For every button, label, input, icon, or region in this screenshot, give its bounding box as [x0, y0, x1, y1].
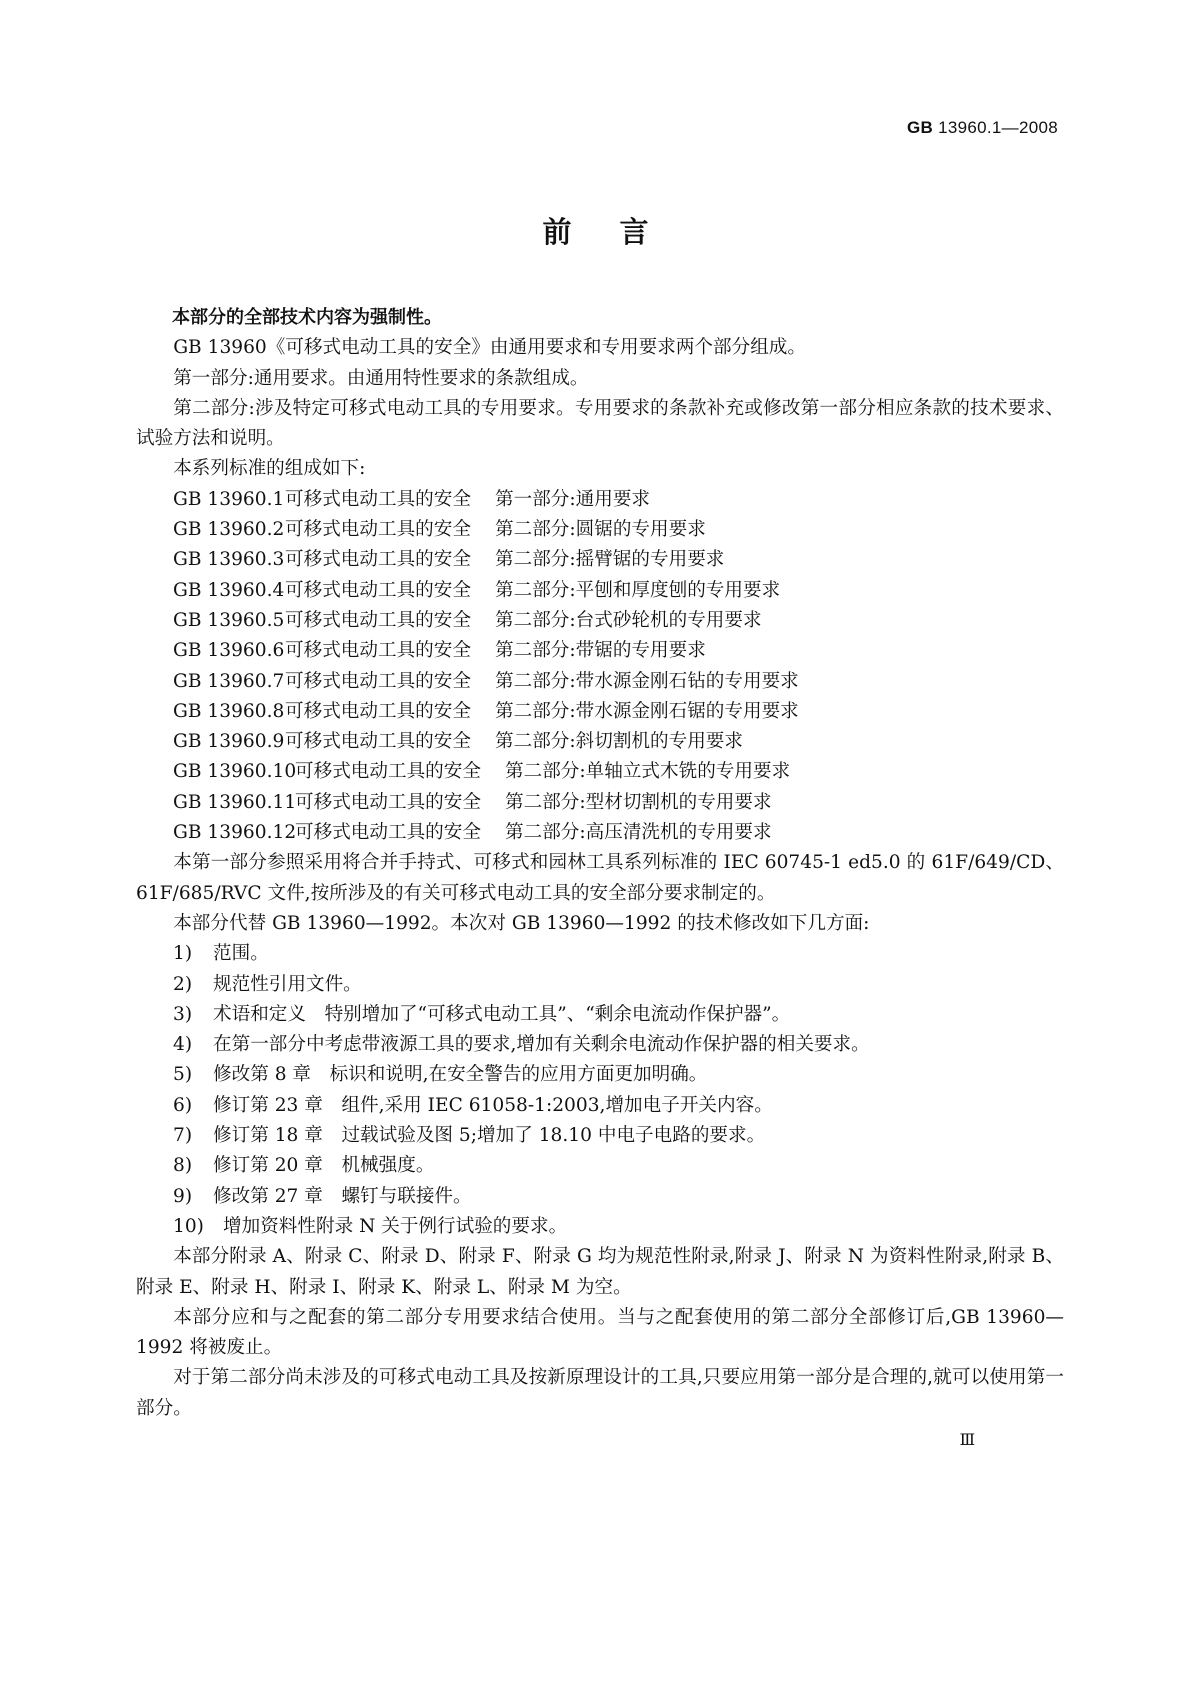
series-item [136, 545, 1064, 575]
series-name: 可移式电动工具的安全 [285, 579, 471, 601]
change-item [136, 1182, 1064, 1212]
series-part: 第二部分:带水源金刚石钻的专用要求 [495, 670, 799, 692]
series-name: 可移式电动工具的安全 [285, 640, 471, 662]
page-number: Ⅲ [959, 1430, 975, 1449]
series-number: GB 13960.11 [173, 791, 297, 813]
change-item [136, 1151, 1064, 1181]
change-number: 4) [173, 1034, 193, 1056]
change-text: 修改第 8 章 标识和说明,在安全警告的应用方面更加明确。 [213, 1064, 708, 1086]
series-part: 第二部分:型材切割机的专用要求 [505, 791, 772, 813]
series-name: 可移式电动工具的安全 [285, 519, 471, 541]
series-part: 第二部分:高压清洗机的专用要求 [505, 822, 772, 844]
series-item [136, 757, 1064, 787]
change-text: 修改第 27 章 螺钉与联接件。 [213, 1185, 472, 1207]
change-item [136, 1121, 1064, 1151]
paragraph-series-intro: 本系列标准的组成如下: [173, 458, 366, 480]
series-number: GB 13960.3 [173, 549, 285, 571]
series-part: 第二部分:斜切割机的专用要求 [495, 731, 743, 753]
paragraph-usage: 本部分应和与之配套的第二部分专用要求结合使用。当与之配套使用的第二部分全部修订后,GB 13960—1992 将被废止。 [136, 1306, 1064, 1359]
standard-number [907, 118, 1058, 138]
series-part: 第一部分:通用要求 [495, 488, 651, 510]
series-name: 可移式电动工具的安全 [285, 549, 471, 571]
page-title: 前言 [542, 215, 697, 249]
change-item [136, 1000, 1064, 1030]
change-number: 1) [173, 943, 193, 965]
series-number: GB 13960.6 [173, 640, 285, 662]
series-part: 第二部分:台式砂轮机的专用要求 [495, 609, 762, 631]
standard-prefix: GB [906, 118, 934, 137]
series-item [136, 788, 1064, 818]
mandatory-statement: 本部分的全部技术内容为强制性。 [172, 307, 442, 328]
series-part: 第二部分:带水源金刚石锯的专用要求 [495, 700, 799, 722]
series-item [136, 636, 1064, 666]
series-item [136, 576, 1064, 606]
series-item [136, 485, 1064, 515]
change-text: 修订第 18 章 过载试验及图 5;增加了 18.10 中电子电路的要求。 [213, 1125, 766, 1147]
series-name: 可移式电动工具的安全 [285, 731, 471, 753]
series-part: 第二部分:平刨和厚度刨的专用要求 [495, 579, 781, 601]
paragraph-composition: GB 13960《可移式电动工具的安全》由通用要求和专用要求两个部分组成。 [173, 337, 806, 359]
paragraph-part-two: 第二部分:涉及特定可移式电动工具的专用要求。专用要求的条款补充或修改第一部分相应条款的技术要求、试验方法和说明。 [136, 397, 1064, 450]
change-number: 5) [173, 1064, 193, 1086]
change-text: 术语和定义 特别增加了“可移式电动工具”、“剩余电流动作保护器”。 [213, 1003, 791, 1025]
series-name: 可移式电动工具的安全 [295, 761, 481, 783]
series-name: 可移式电动工具的安全 [295, 791, 481, 813]
series-item [136, 697, 1064, 727]
change-item [136, 1212, 1064, 1242]
series-name: 可移式电动工具的安全 [285, 700, 471, 722]
series-number: GB 13960.8 [173, 700, 285, 722]
paragraph-replacement: 本部分代替 GB 13960—1992。本次对 GB 13960—1992 的技术修改如下几方面: [173, 912, 870, 934]
paragraph-annexes: 本部分附录 A、附录 C、附录 D、附录 F、附录 G 均为规范性附录,附录 J、附录 N 为资料性附录,附录 B、附录 E、附录 H、附录 I、附录 K、附录 L、附录 M 为空。 [136, 1246, 1064, 1298]
change-number: 7) [173, 1125, 193, 1147]
change-number: 8) [173, 1155, 193, 1177]
series-number: GB 13960.4 [173, 579, 285, 601]
change-item [136, 939, 1064, 969]
series-part: 第二部分:圆锯的专用要求 [495, 519, 706, 541]
series-name: 可移式电动工具的安全 [285, 609, 471, 631]
series-number: GB 13960.2 [173, 519, 285, 541]
change-item [136, 970, 1064, 1000]
change-text: 规范性引用文件。 [213, 973, 362, 995]
change-text: 在第一部分中考虑带液源工具的要求,增加有关剩余电流动作保护器的相关要求。 [213, 1034, 870, 1056]
series-name: 可移式电动工具的安全 [285, 670, 471, 692]
series-number: GB 13960.12 [173, 822, 297, 844]
series-number: GB 13960.9 [173, 731, 285, 753]
change-text: 修订第 23 章 组件,采用 IEC 61058-1:2003,增加电子开关内容。 [213, 1094, 773, 1116]
series-item [136, 515, 1064, 545]
series-item [136, 818, 1064, 848]
series-number: GB 13960.1 [173, 488, 285, 510]
series-part: 第二部分:带锯的专用要求 [495, 640, 706, 662]
paragraph-reference: 本第一部分参照采用将合并手持式、可移式和园林工具系列标准的 IEC 60745-1 ed5.0 的 61F/649/CD、61F/685/RVC 文件,按所涉及的有关可移式电动工具的安全部分要求制定的。 [136, 852, 1064, 904]
change-item [136, 1091, 1064, 1121]
series-part: 第二部分:摇臂锯的专用要求 [495, 549, 725, 571]
change-number: 10) [173, 1215, 204, 1237]
change-number: 2) [173, 973, 193, 995]
change-number: 6) [173, 1094, 193, 1116]
change-item [136, 1060, 1064, 1090]
series-part: 第二部分:单轴立式木铣的专用要求 [505, 761, 791, 783]
change-number: 9) [173, 1185, 193, 1207]
series-item [136, 727, 1064, 757]
standard-code: 13960.1—2008 [938, 118, 1058, 137]
change-text: 修订第 20 章 机械强度。 [213, 1155, 435, 1177]
series-item [136, 606, 1064, 636]
change-text: 范围。 [213, 943, 269, 965]
series-number: GB 13960.5 [173, 609, 285, 631]
change-item [136, 1030, 1064, 1060]
series-name: 可移式电动工具的安全 [295, 822, 481, 844]
paragraph-part-one: 第一部分:通用要求。由通用特性要求的条款组成。 [173, 367, 589, 389]
series-name: 可移式电动工具的安全 [285, 488, 471, 510]
series-number: GB 13960.10 [173, 761, 297, 783]
series-item [136, 667, 1064, 697]
change-text: 增加资料性附录 N 关于例行试验的要求。 [223, 1215, 568, 1237]
series-number: GB 13960.7 [173, 670, 285, 692]
change-number: 3) [173, 1003, 193, 1025]
paragraph-applicability: 对于第二部分尚未涉及的可移式电动工具及按新原理设计的工具,只要应用第一部分是合理的,就可以使用第一部分。 [136, 1367, 1064, 1419]
foreword-body [136, 303, 1064, 1424]
